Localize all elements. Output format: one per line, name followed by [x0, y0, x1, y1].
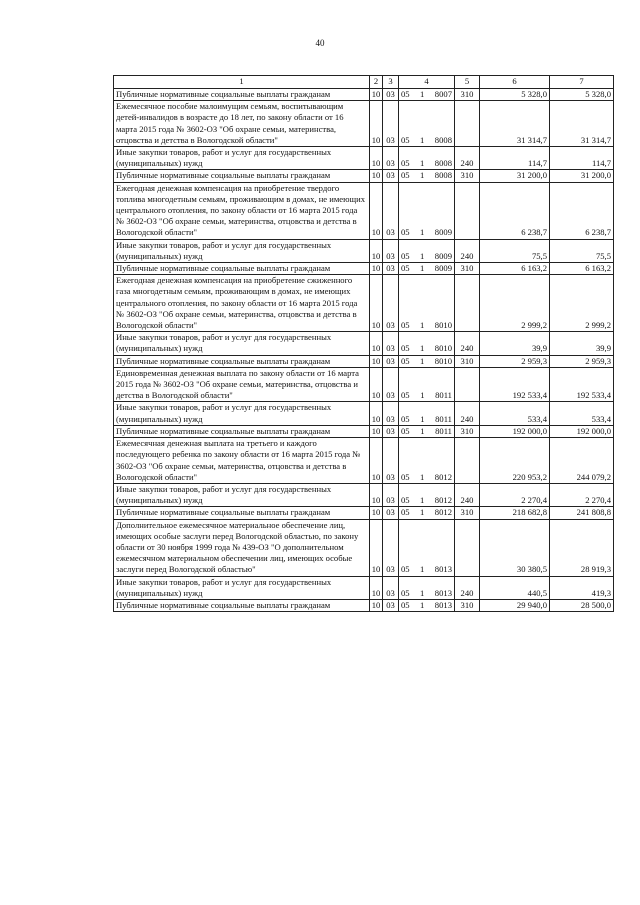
- amount-col7: 419,3: [550, 576, 614, 599]
- amount-col6: 6 238,7: [480, 182, 550, 239]
- subprogram-code: 1: [420, 413, 425, 424]
- amount-col6: 29 940,0: [480, 599, 550, 611]
- expense-type-code: 310: [455, 89, 480, 101]
- section-code: 10: [370, 170, 383, 182]
- amount-col6: 30 380,5: [480, 519, 550, 576]
- target-article-code: [399, 519, 455, 576]
- expense-type-code: [455, 438, 480, 484]
- row-description: Публичные нормативные социальные выплаты гражданам: [114, 89, 370, 101]
- program-code: 05: [401, 587, 410, 598]
- direction-code: 8010: [434, 320, 452, 331]
- subprogram-code: 1: [420, 425, 425, 436]
- table-row: [114, 367, 614, 402]
- subprogram-code: 1: [420, 495, 425, 506]
- table-row: [114, 332, 614, 355]
- table-row: [114, 599, 614, 611]
- row-description: Иные закупки товаров, работ и услуг для государственных (муниципальных) нужд: [114, 402, 370, 425]
- budget-table: [113, 75, 614, 612]
- expense-type-code: 310: [455, 263, 480, 275]
- expense-type-code: [455, 519, 480, 576]
- subprogram-code: 1: [420, 599, 425, 610]
- subsection-code: 03: [383, 182, 399, 239]
- target-article-code: [399, 147, 455, 170]
- target-article-code: [399, 263, 455, 275]
- expense-type-code: [455, 182, 480, 239]
- program-code: 05: [401, 227, 410, 238]
- subsection-code: 03: [383, 101, 399, 147]
- target-article-code: [399, 402, 455, 425]
- expense-type-code: 310: [455, 355, 480, 367]
- direction-code: 8008: [434, 158, 452, 169]
- table-row: [114, 239, 614, 262]
- expense-type-code: 240: [455, 483, 480, 506]
- table-row: [114, 89, 614, 101]
- amount-col6: 533,4: [480, 402, 550, 425]
- amount-col7: 192 533,4: [550, 367, 614, 402]
- target-article-code: [399, 483, 455, 506]
- subsection-code: 03: [383, 275, 399, 332]
- table-row: [114, 182, 614, 239]
- direction-code: 8012: [434, 495, 452, 506]
- table-row: [114, 507, 614, 519]
- amount-col6: 192 533,4: [480, 367, 550, 402]
- amount-col7: 75,5: [550, 239, 614, 262]
- header-cell: 4: [399, 76, 455, 89]
- section-code: 10: [370, 519, 383, 576]
- header-cell: 5: [455, 76, 480, 89]
- target-article-code: [399, 275, 455, 332]
- amount-col7: 2 959,3: [550, 355, 614, 367]
- subprogram-code: 1: [420, 134, 425, 145]
- amount-col6: 6 163,2: [480, 263, 550, 275]
- target-article-code: [399, 89, 455, 101]
- row-description: Публичные нормативные социальные выплаты гражданам: [114, 507, 370, 519]
- subsection-code: 03: [383, 425, 399, 437]
- row-description: Публичные нормативные социальные выплаты гражданам: [114, 263, 370, 275]
- amount-col6: 31 200,0: [480, 170, 550, 182]
- subprogram-code: 1: [420, 471, 425, 482]
- amount-col7: 6 238,7: [550, 182, 614, 239]
- table-row: [114, 425, 614, 437]
- subsection-code: 03: [383, 170, 399, 182]
- subsection-code: 03: [383, 263, 399, 275]
- row-description: Иные закупки товаров, работ и услуг для государственных (муниципальных) нужд: [114, 483, 370, 506]
- subsection-code: 03: [383, 367, 399, 402]
- row-description: Иные закупки товаров, работ и услуг для государственных (муниципальных) нужд: [114, 147, 370, 170]
- program-code: 05: [401, 355, 410, 366]
- amount-col7: 2 999,2: [550, 275, 614, 332]
- amount-col6: 75,5: [480, 239, 550, 262]
- target-article-code: [399, 438, 455, 484]
- subprogram-code: 1: [420, 170, 425, 181]
- expense-type-code: 310: [455, 170, 480, 182]
- section-code: 10: [370, 576, 383, 599]
- amount-col6: 218 682,8: [480, 507, 550, 519]
- subsection-code: 03: [383, 576, 399, 599]
- header-cell: 6: [480, 76, 550, 89]
- direction-code: 8007: [434, 89, 452, 99]
- expense-type-code: 310: [455, 425, 480, 437]
- row-description: Иные закупки товаров, работ и услуг для государственных (муниципальных) нужд: [114, 239, 370, 262]
- amount-col7: 192 000,0: [550, 425, 614, 437]
- subprogram-code: 1: [420, 343, 425, 354]
- subprogram-code: 1: [420, 355, 425, 366]
- target-article-code: [399, 101, 455, 147]
- amount-col6: 2 999,2: [480, 275, 550, 332]
- expense-type-code: [455, 367, 480, 402]
- table-row: [114, 576, 614, 599]
- program-code: 05: [401, 320, 410, 331]
- table-row: [114, 101, 614, 147]
- amount-col6: 2 270,4: [480, 483, 550, 506]
- expense-type-code: [455, 101, 480, 147]
- row-description: Ежемесячное пособие малоимущим семьям, воспитывающим детей-инвалидов в возрасте до 18 лет, по закону области от 16 марта 2015 года № 3602-ОЗ "Об охране семьи, материнства, отцовства и детства в Вологодской области": [114, 101, 370, 147]
- direction-code: 8008: [434, 170, 452, 181]
- subprogram-code: 1: [420, 564, 425, 575]
- section-code: 10: [370, 425, 383, 437]
- direction-code: 8012: [434, 507, 452, 518]
- subsection-code: 03: [383, 355, 399, 367]
- program-code: 05: [401, 507, 410, 518]
- target-article-code: [399, 599, 455, 611]
- subsection-code: 03: [383, 519, 399, 576]
- amount-col7: 114,7: [550, 147, 614, 170]
- row-description: Ежегодная денежная компенсация на приобретение твердого топлива многодетным семьям, проживающим в домах, не имеющих центрального отопления, по закону области от 16 марта 2015 года № 3602-ОЗ "Об охране семьи, материнства, отцовства и детства в Вологодской области": [114, 182, 370, 239]
- amount-col6: 114,7: [480, 147, 550, 170]
- row-description: Единовременная денежная выплата по закону области от 16 марта 2015 года № 3602-ОЗ "Об охране семьи, материнства, отцовства и детства в Вологодской области": [114, 367, 370, 402]
- expense-type-code: 310: [455, 507, 480, 519]
- amount-col7: 5 328,0: [550, 89, 614, 101]
- row-description: Ежемесячная денежная выплата на третьего и каждого последующего ребенка по закону области от 16 марта 2015 года № 3602-ОЗ "Об охране семьи, материнства, отцовства и детства в Вологодской области": [114, 438, 370, 484]
- subsection-code: 03: [383, 402, 399, 425]
- amount-col7: 31 200,0: [550, 170, 614, 182]
- subprogram-code: 1: [420, 227, 425, 238]
- program-code: 05: [401, 263, 410, 274]
- amount-col7: 241 808,8: [550, 507, 614, 519]
- expense-type-code: 240: [455, 147, 480, 170]
- subsection-code: 03: [383, 507, 399, 519]
- expense-type-code: 240: [455, 332, 480, 355]
- table-row: [114, 170, 614, 182]
- target-article-code: [399, 182, 455, 239]
- row-description: Ежегодная денежная компенсация на приобретение сжиженного газа многодетным семьям, проживающим в домах, не имеющих центрального отопления, по закону области от 16 марта 2015 года № 3602-ОЗ "Об охране семьи, материнства, отцовства и детства в Вологодской области": [114, 275, 370, 332]
- section-code: 10: [370, 182, 383, 239]
- target-article-code: [399, 367, 455, 402]
- program-code: 05: [401, 390, 410, 401]
- table-row: [114, 355, 614, 367]
- direction-code: 8008: [434, 134, 452, 145]
- subprogram-code: 1: [420, 89, 425, 99]
- subsection-code: 03: [383, 483, 399, 506]
- section-code: 10: [370, 147, 383, 170]
- direction-code: 8012: [434, 471, 452, 482]
- amount-col7: 244 079,2: [550, 438, 614, 484]
- subprogram-code: 1: [420, 390, 425, 401]
- amount-col7: 2 270,4: [550, 483, 614, 506]
- row-description: Публичные нормативные социальные выплаты гражданам: [114, 170, 370, 182]
- amount-col7: 6 163,2: [550, 263, 614, 275]
- direction-code: 8011: [435, 413, 452, 424]
- amount-col6: 39,9: [480, 332, 550, 355]
- target-article-code: [399, 507, 455, 519]
- program-code: 05: [401, 471, 410, 482]
- amount-col6: 440,5: [480, 576, 550, 599]
- section-code: 10: [370, 332, 383, 355]
- subprogram-code: 1: [420, 158, 425, 169]
- direction-code: 8009: [434, 227, 452, 238]
- subsection-code: 03: [383, 239, 399, 262]
- subsection-code: 03: [383, 147, 399, 170]
- subsection-code: 03: [383, 332, 399, 355]
- amount-col6: 192 000,0: [480, 425, 550, 437]
- subsection-code: 03: [383, 438, 399, 484]
- row-description: Публичные нормативные социальные выплаты гражданам: [114, 355, 370, 367]
- program-code: 05: [401, 89, 410, 99]
- target-article-code: [399, 425, 455, 437]
- direction-code: 8013: [434, 599, 452, 610]
- row-description: Публичные нормативные социальные выплаты гражданам: [114, 599, 370, 611]
- subprogram-code: 1: [420, 587, 425, 598]
- amount-col7: 28 919,3: [550, 519, 614, 576]
- direction-code: 8011: [435, 425, 452, 436]
- section-code: 10: [370, 367, 383, 402]
- expense-type-code: 240: [455, 402, 480, 425]
- amount-col7: 533,4: [550, 402, 614, 425]
- section-code: 10: [370, 402, 383, 425]
- table-row: [114, 519, 614, 576]
- program-code: 05: [401, 158, 410, 169]
- expense-type-code: [455, 275, 480, 332]
- table-row: [114, 263, 614, 275]
- program-code: 05: [401, 413, 410, 424]
- subprogram-code: 1: [420, 250, 425, 261]
- subsection-code: 03: [383, 599, 399, 611]
- header-cell: 2: [370, 76, 383, 89]
- amount-col7: 28 500,0: [550, 599, 614, 611]
- direction-code: 8009: [434, 263, 452, 274]
- table-row: [114, 275, 614, 332]
- expense-type-code: 240: [455, 239, 480, 262]
- program-code: 05: [401, 170, 410, 181]
- section-code: 10: [370, 101, 383, 147]
- program-code: 05: [401, 343, 410, 354]
- section-code: 10: [370, 483, 383, 506]
- target-article-code: [399, 576, 455, 599]
- header-cell: 3: [383, 76, 399, 89]
- direction-code: 8010: [434, 343, 452, 354]
- target-article-code: [399, 355, 455, 367]
- expense-type-code: 310: [455, 599, 480, 611]
- subprogram-code: 1: [420, 507, 425, 518]
- target-article-code: [399, 239, 455, 262]
- amount-col6: 220 953,2: [480, 438, 550, 484]
- amount-col7: 39,9: [550, 332, 614, 355]
- amount-col6: 5 328,0: [480, 89, 550, 101]
- expense-type-code: 240: [455, 576, 480, 599]
- section-code: 10: [370, 355, 383, 367]
- program-code: 05: [401, 425, 410, 436]
- section-code: 10: [370, 507, 383, 519]
- section-code: 10: [370, 275, 383, 332]
- program-code: 05: [401, 495, 410, 506]
- subprogram-code: 1: [420, 263, 425, 274]
- direction-code: 8013: [434, 587, 452, 598]
- row-description: Иные закупки товаров, работ и услуг для государственных (муниципальных) нужд: [114, 576, 370, 599]
- table-header-row: [114, 76, 614, 89]
- header-cell: 1: [114, 76, 370, 89]
- direction-code: 8009: [434, 250, 452, 261]
- table-row: [114, 147, 614, 170]
- table-row: [114, 438, 614, 484]
- row-description: Дополнительное ежемесячное материальное обеспечение лиц, имеющих особые заслуги перед Вологодской областью, по закону области от 30 ноября 1999 года № 439-ОЗ "О дополнительном ежемесячном материальном обеспечении лиц, имеющих особые заслуги перед Вологодской областью": [114, 519, 370, 576]
- subprogram-code: 1: [420, 320, 425, 331]
- program-code: 05: [401, 599, 410, 610]
- page-number: 40: [315, 38, 325, 48]
- target-article-code: [399, 332, 455, 355]
- direction-code: 8010: [434, 355, 452, 366]
- header-cell: 7: [550, 76, 614, 89]
- section-code: 10: [370, 599, 383, 611]
- section-code: 10: [370, 239, 383, 262]
- section-code: 10: [370, 263, 383, 275]
- target-article-code: [399, 170, 455, 182]
- table-row: [114, 483, 614, 506]
- program-code: 05: [401, 250, 410, 261]
- row-description: Публичные нормативные социальные выплаты гражданам: [114, 425, 370, 437]
- amount-col6: 2 959,3: [480, 355, 550, 367]
- section-code: 10: [370, 89, 383, 101]
- subsection-code: 03: [383, 89, 399, 101]
- direction-code: 8011: [435, 390, 452, 401]
- section-code: 10: [370, 438, 383, 484]
- amount-col7: 31 314,7: [550, 101, 614, 147]
- program-code: 05: [401, 134, 410, 145]
- table-row: [114, 402, 614, 425]
- direction-code: 8013: [434, 564, 452, 575]
- program-code: 05: [401, 564, 410, 575]
- amount-col6: 31 314,7: [480, 101, 550, 147]
- row-description: Иные закупки товаров, работ и услуг для государственных (муниципальных) нужд: [114, 332, 370, 355]
